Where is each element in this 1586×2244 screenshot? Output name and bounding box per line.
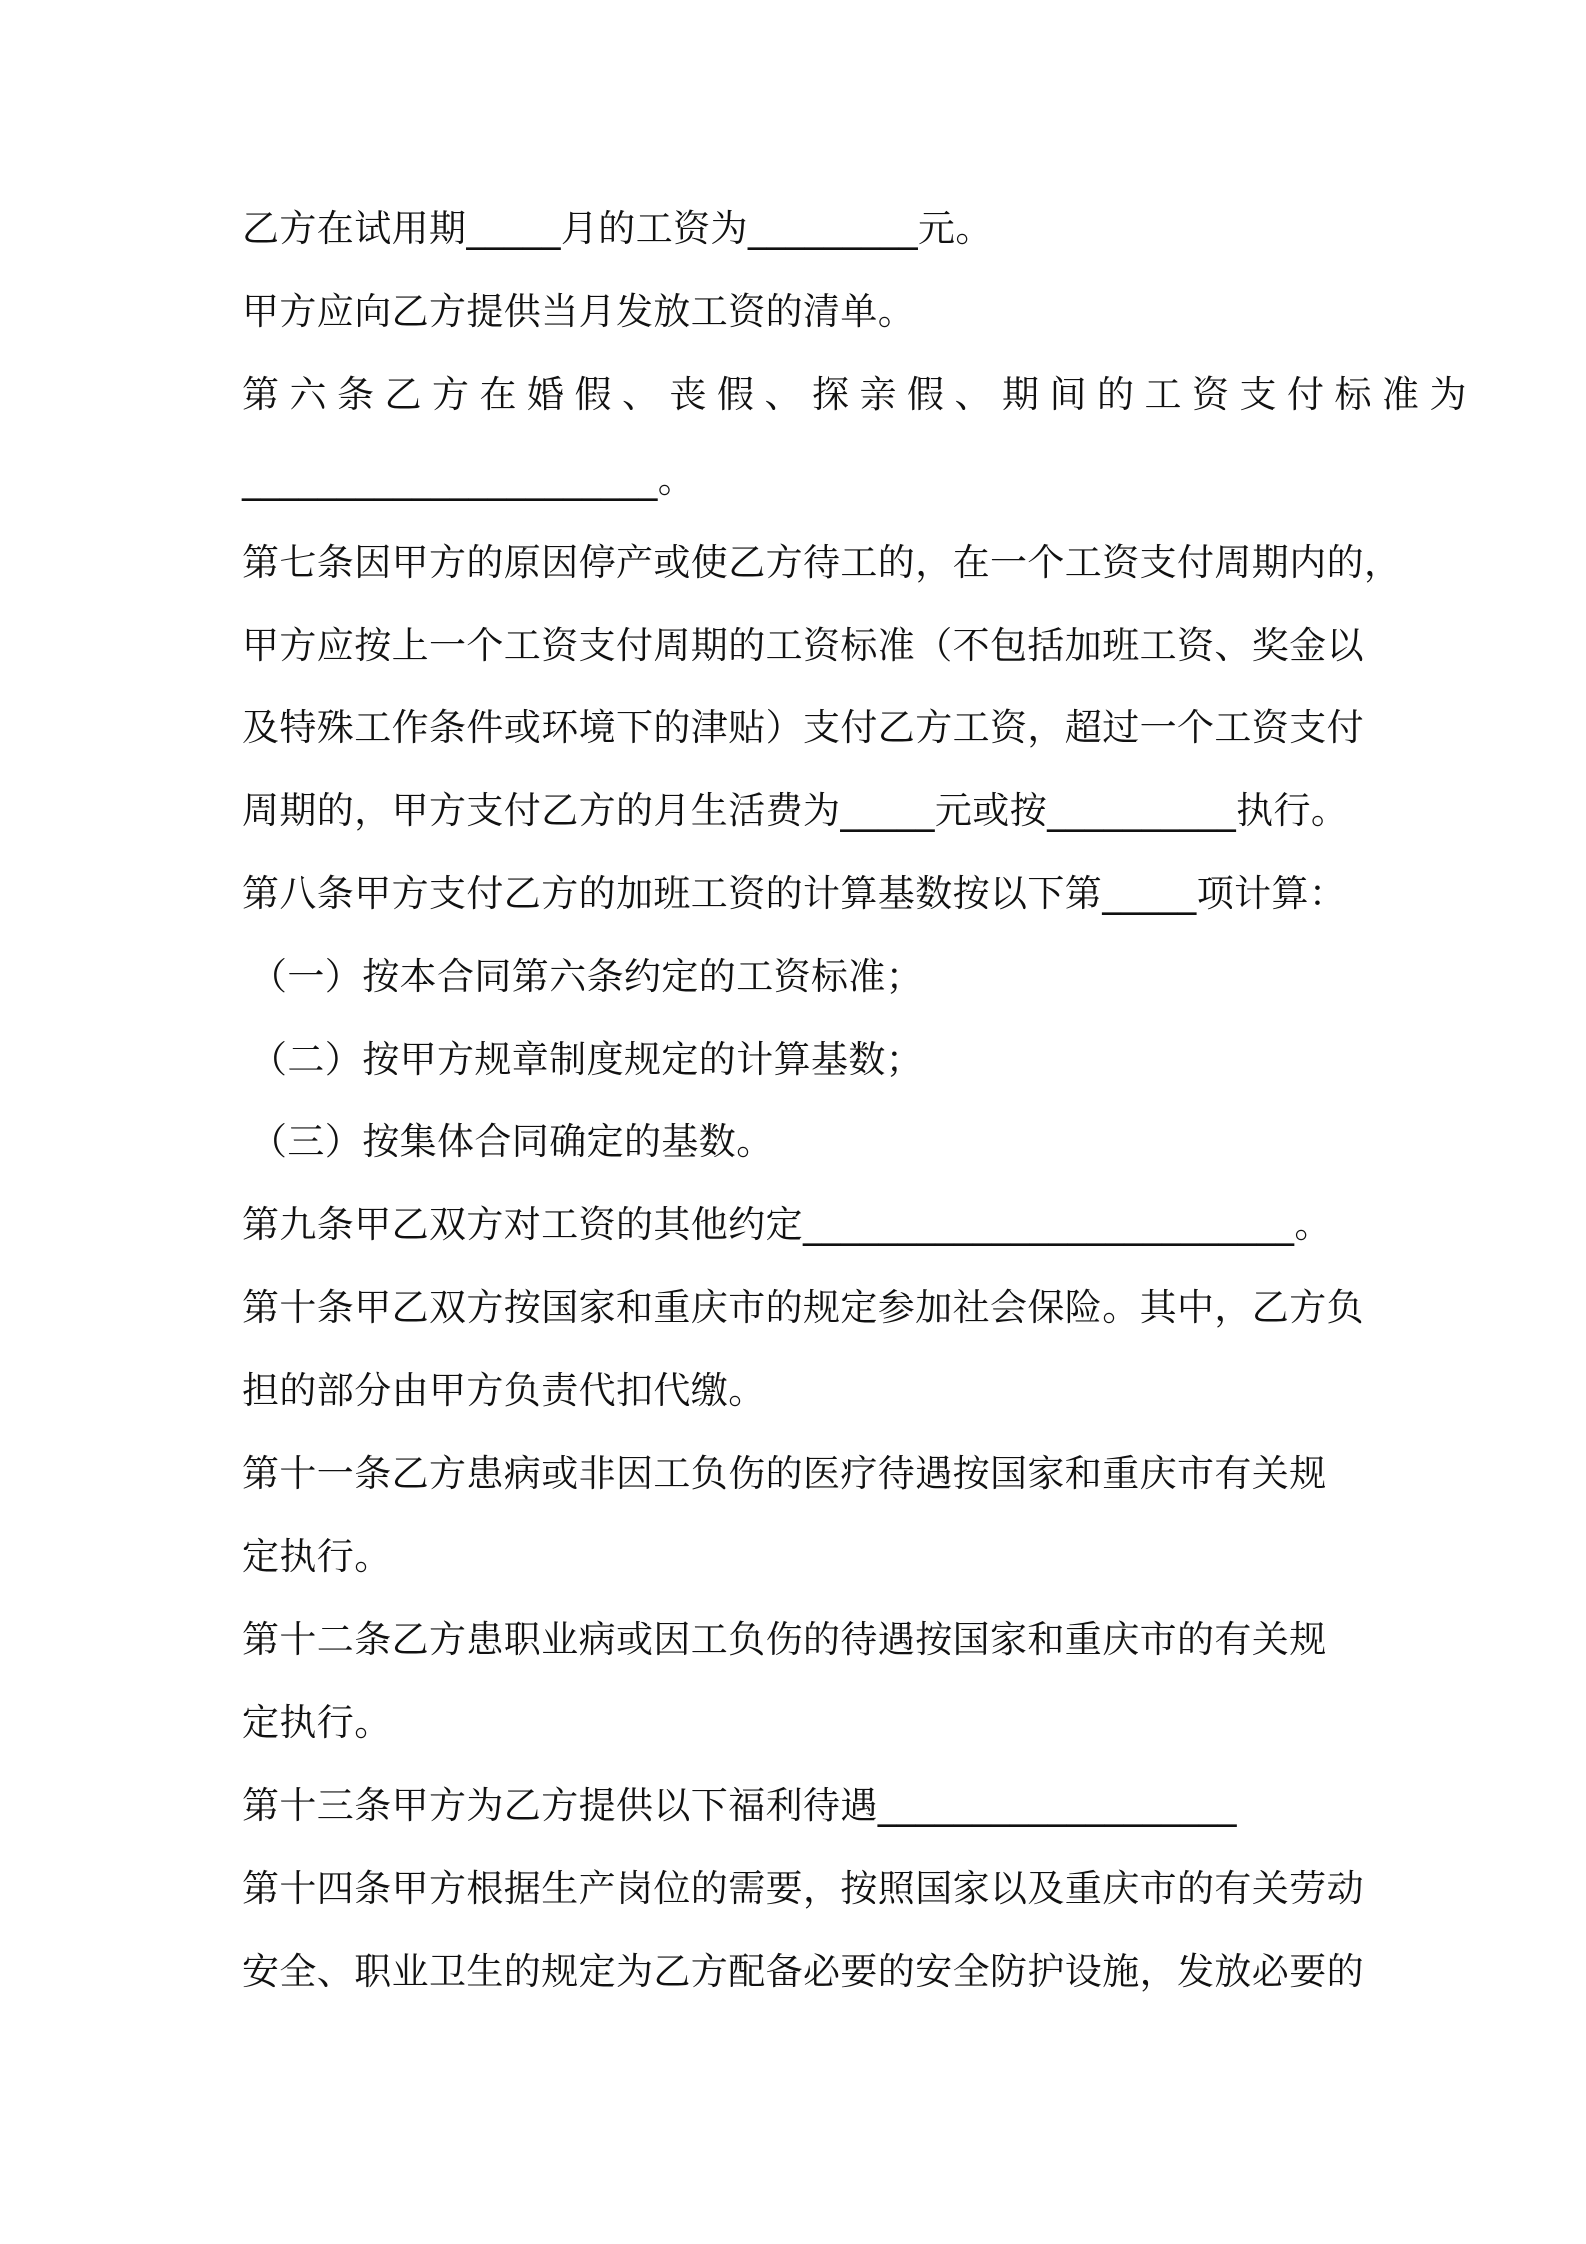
text-line-article-11-a: 第十一条乙方患病或非因工负伤的医疗待遇按国家和重庆市有关规: [242, 1452, 1327, 1495]
text-line-article-7-c: 及特殊工作条件或环境下的津贴）支付乙方工资，超过一个工资支付: [242, 706, 1364, 749]
text-line-article-10-a: 第十条甲乙双方按国家和重庆市的规定参加社会保险。其中，乙方负: [242, 1286, 1364, 1329]
text-line-article-8-item-3: （三）按集体合同确定的基数。: [250, 1120, 774, 1163]
text-line-article-8-item-2: （二）按甲方规章制度规定的计算基数；: [250, 1038, 924, 1081]
text-line-article-14-b: 安全、职业卫生的规定为乙方配备必要的安全防护设施，发放必要的: [242, 1950, 1364, 1993]
text-line-article-11-b: 定执行。: [242, 1535, 392, 1578]
text-line-article-9: 第九条甲乙双方对工资的其他约定__________________________。: [242, 1203, 1332, 1246]
text-line-probation-wage: 乙方在试用期_____月的工资为_________元。: [242, 207, 993, 250]
text-line-article-12-b: 定执行。: [242, 1701, 392, 1744]
text-line-article-7-b: 甲方应按上一个工资支付周期的工资标准（不包括加班工资、奖金以: [242, 624, 1364, 667]
text-line-article-8-item-1: （一）按本合同第六条约定的工资标准；: [250, 955, 924, 998]
text-line-article-10-b: 担的部分由甲方负责代扣代缴。: [242, 1369, 766, 1412]
text-line-article-6-blank: ______________________。: [242, 458, 696, 501]
text-line-article-14-a: 第十四条甲方根据生产岗位的需要，按照国家以及重庆市的有关劳动: [242, 1867, 1364, 1910]
text-line-article-8: 第八条甲方支付乙方的加班工资的计算基数按以下第_____项计算：: [242, 872, 1347, 915]
text-line-article-7-a: 第七条因甲方的原因停产或使乙方待工的，在一个工资支付周期内的，: [242, 541, 1402, 584]
text-line-article-12-a: 第十二条乙方患职业病或因工负伤的待遇按国家和重庆市的有关规: [242, 1618, 1327, 1661]
text-line-article-7-d: 周期的，甲方支付乙方的月生活费为_____元或按__________执行。: [242, 789, 1349, 832]
text-line-article-6: 第六条乙方在婚假、丧假、探亲假、期间的工资支付标准为: [242, 373, 1477, 416]
text-line-wage-list: 甲方应向乙方提供当月发放工资的清单。: [242, 290, 916, 333]
text-line-article-13: 第十三条甲方为乙方提供以下福利待遇___________________: [242, 1784, 1237, 1827]
